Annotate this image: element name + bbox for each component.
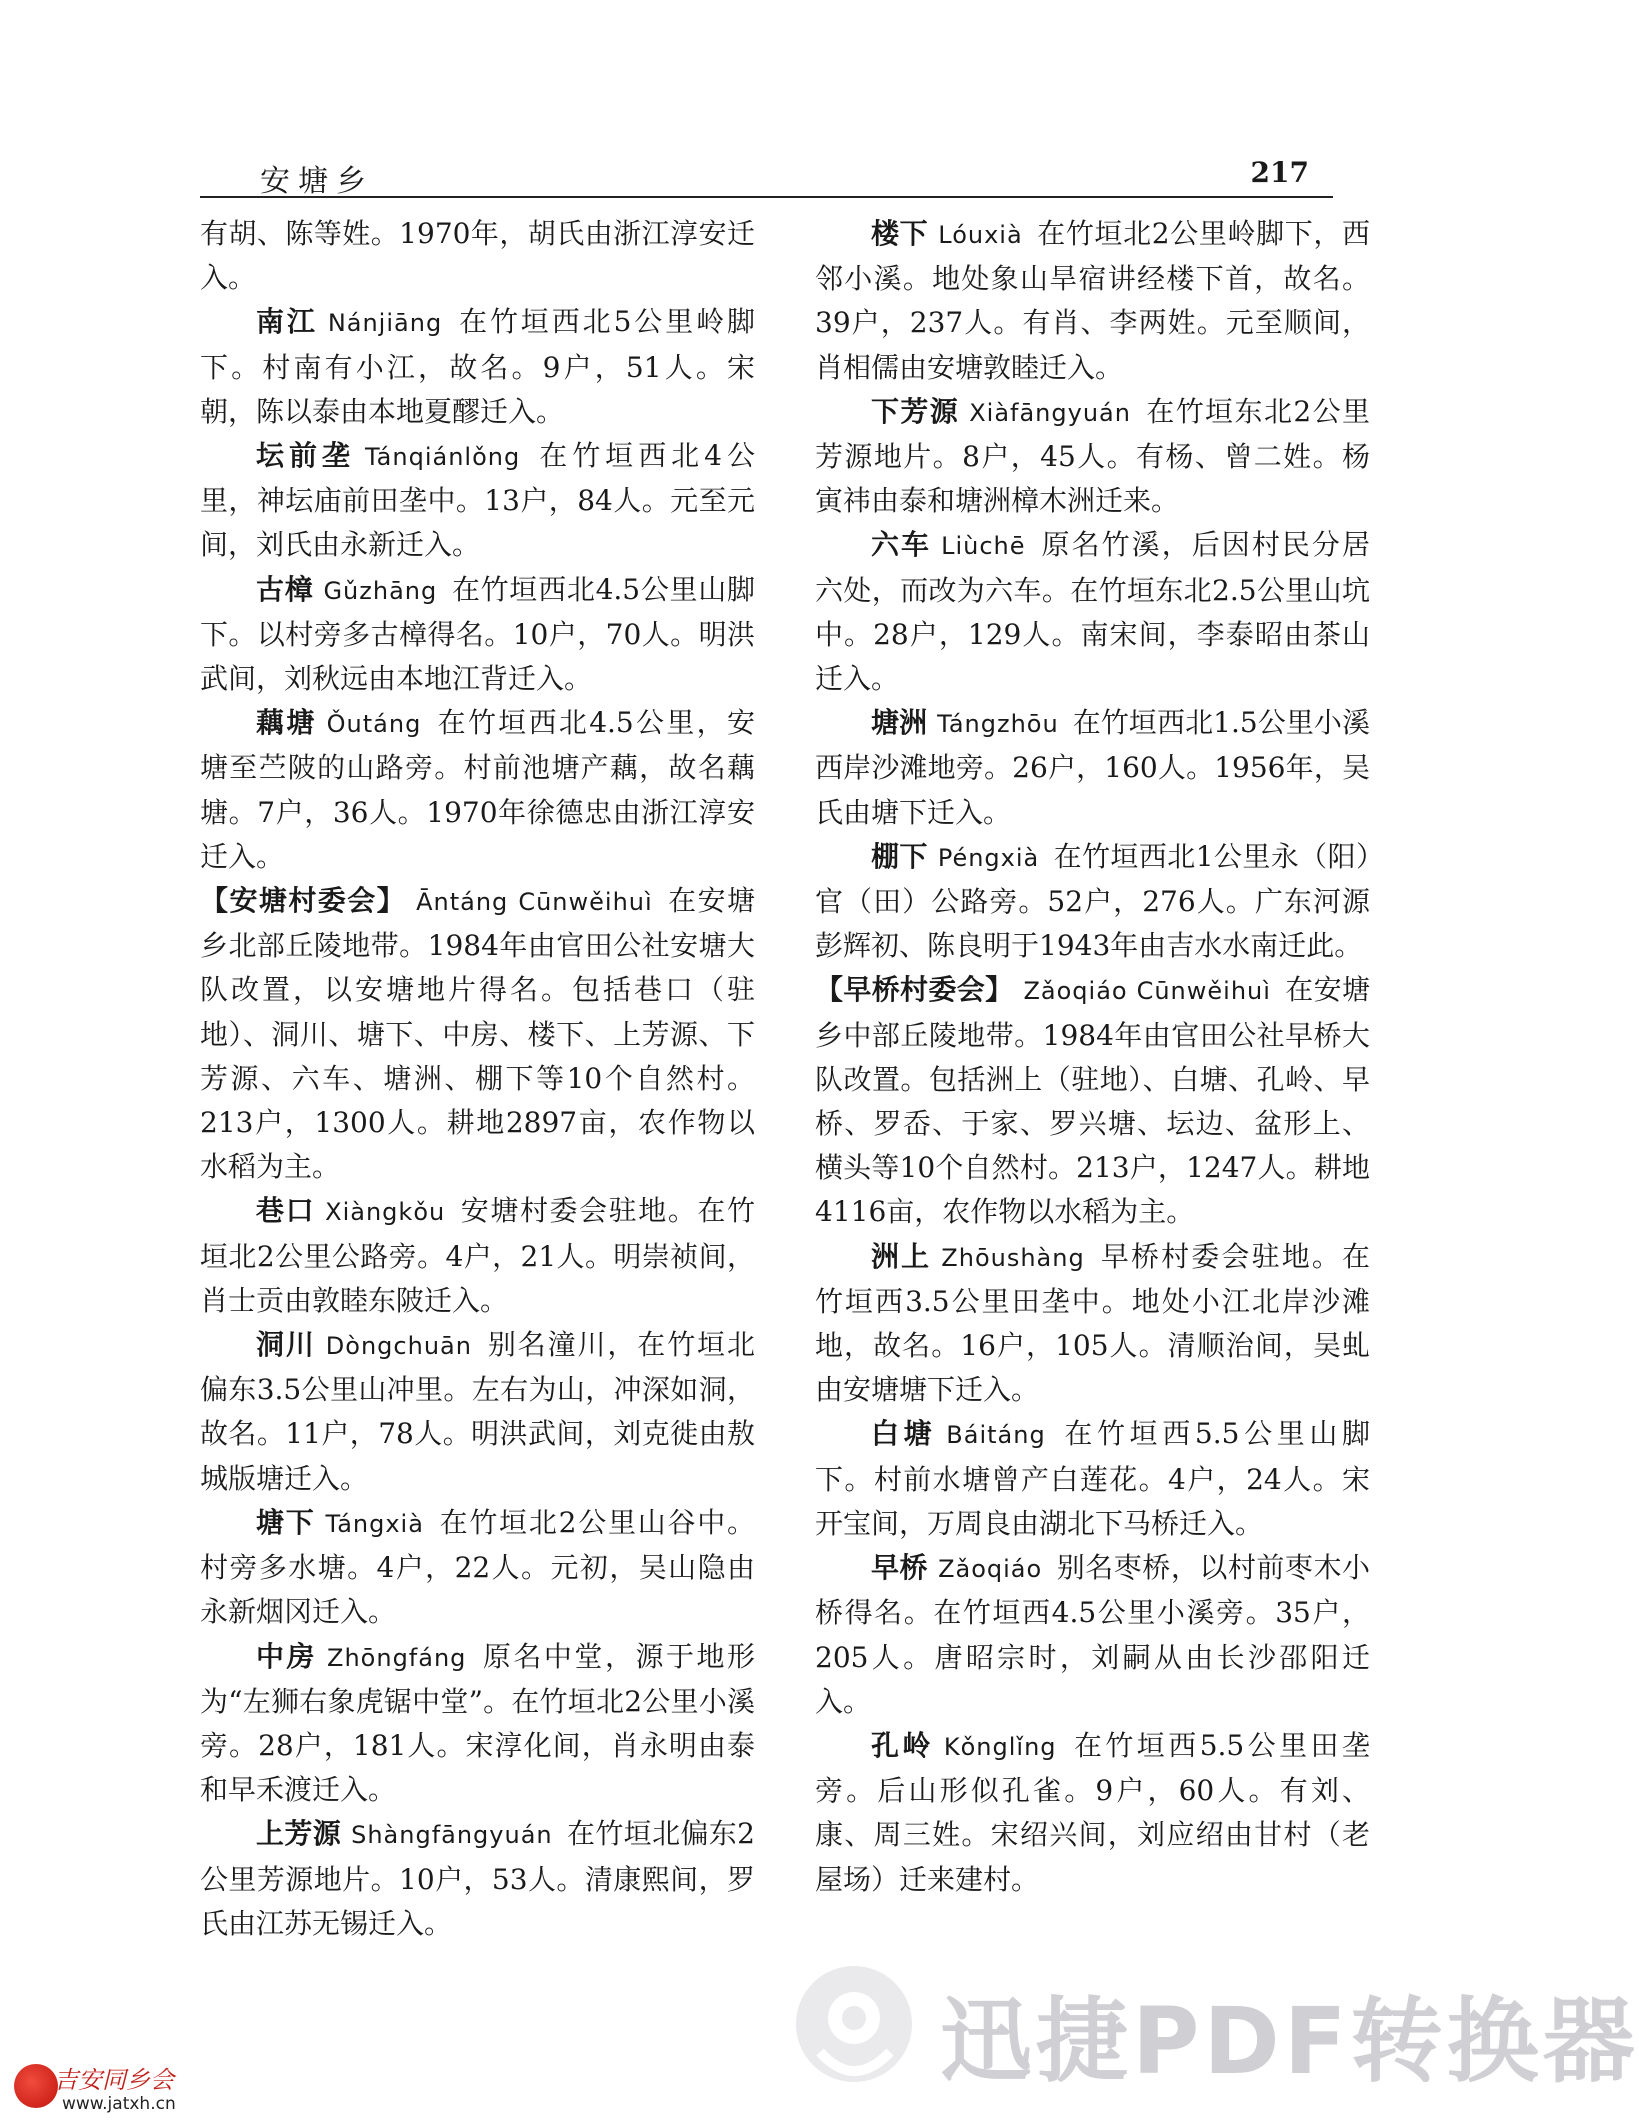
entry-name: 【早桥村委会】 xyxy=(815,973,1014,1007)
village-entry xyxy=(815,1546,1370,1724)
entry-name: 古樟 xyxy=(256,572,314,606)
entry-name: 中房 xyxy=(256,1639,318,1673)
entry-continuation xyxy=(200,212,755,300)
entry-pinyin: Tánqiánlǒng xyxy=(364,443,521,472)
right-column xyxy=(815,212,1370,1902)
entry-pinyin: Nánjiāng xyxy=(327,309,443,338)
entry-text: 在竹垣西5.5公里山脚下。村前水塘曾产白莲花。4户，24人。宋开宝间，万周良由湖北下马桥迁入。 xyxy=(815,1417,1370,1540)
entry-pinyin: Tángxià xyxy=(325,1509,424,1538)
village-entry xyxy=(200,1635,755,1813)
village-entry xyxy=(815,390,1370,524)
entry-pinyin: Dòngchuān xyxy=(325,1332,472,1361)
entry-text: 别名潼川，在竹垣北偏东3.5公里山冲里。左右为山，冲深如洞，故名。11户，78人。明洪武间，刘克徙由敖城版塘迁入。 xyxy=(200,1328,755,1495)
entry-name: 坛前垄 xyxy=(256,439,355,473)
village-entry xyxy=(815,701,1370,835)
entry-pinyin: Xiàngkǒu xyxy=(325,1198,446,1227)
committee-entry xyxy=(815,968,1370,1234)
village-entry xyxy=(815,212,1370,390)
entry-pinyin: Péngxià xyxy=(937,843,1040,872)
entry-text: 在竹垣西北1.5公里小溪西岸沙滩地旁。26户，160人。1956年，吴氏由塘下迁入。 xyxy=(815,706,1370,829)
entry-pinyin: Gǔzhāng xyxy=(323,576,438,605)
committee-entry xyxy=(200,879,755,1189)
entry-pinyin: Báitáng xyxy=(946,1421,1046,1450)
watermark xyxy=(790,1950,1639,2100)
village-entry xyxy=(200,1189,755,1323)
logo-emblem-icon xyxy=(14,2064,58,2108)
entry-pinyin: Zhōngfáng xyxy=(327,1643,467,1672)
entry-pinyin: Tángzhōu xyxy=(937,710,1059,739)
entry-name: 塘洲 xyxy=(871,706,928,740)
section-title: 安塘乡 xyxy=(260,164,374,199)
entry-name: 早桥 xyxy=(871,1551,929,1585)
entry-pinyin: Zǎoqiáo xyxy=(938,1555,1043,1584)
village-entry xyxy=(200,1501,755,1635)
entry-pinyin: Āntáng Cūnwěihuì xyxy=(416,888,653,917)
village-entry xyxy=(815,523,1370,701)
entry-text: 在竹垣北2公里岭脚下，西邻小溪。地处象山旱宿讲经楼下首，故名。39户，237人。有肖、李两姓。元至顺间，肖相儒由安塘敦睦迁入。 xyxy=(815,217,1370,384)
entry-text: 原名中堂，源于地形为“左狮右象虎锯中堂”。在竹垣北2公里小溪旁。28户，181人。宋淳化间，肖永明由泰和早禾渡迁入。 xyxy=(200,1639,755,1807)
entry-text: 原名竹溪，后因村民分居六处，而改为六车。在竹垣东北2.5公里山坑中。28户，129人。南宋间，李泰昭由茶山迁入。 xyxy=(815,528,1370,696)
entry-pinyin: Shàngfāngyuán xyxy=(351,1821,553,1850)
entry-text: 在竹垣西北4.5公里山脚下。以村旁多古樟得名。10户，70人。明洪武间，刘秋远由本地江背迁入。 xyxy=(200,572,755,696)
entry-text: 在竹垣北2公里山谷中。村旁多水塘。4户，22人。元初，吴山隐由永新烟冈迁入。 xyxy=(200,1505,755,1629)
village-entry xyxy=(200,1323,755,1501)
village-entry xyxy=(200,568,755,702)
entry-name: 南江 xyxy=(256,305,318,339)
entry-pinyin: Zhōushàng xyxy=(941,1243,1085,1272)
entry-text: 有胡、陈等姓。1970年，胡氏由浙江淳安迁入。 xyxy=(200,217,755,295)
entry-name: 白塘 xyxy=(871,1417,937,1451)
left-column xyxy=(200,212,755,1946)
village-entry xyxy=(815,1412,1370,1546)
watermark-logo-icon xyxy=(790,1960,918,2088)
entry-text: 在竹垣东北2公里芳源地片。8户，45人。有杨、曾二姓。杨寅祎由泰和塘洲樟木洲迁来。 xyxy=(815,394,1370,518)
village-entry xyxy=(200,434,755,568)
page-number: 217 xyxy=(1250,156,1309,189)
entry-pinyin: Kǒnglǐng xyxy=(943,1732,1057,1761)
entry-text: 在竹垣西5.5公里田垄旁。后山形似孔雀。9户，60人。有刘、康、周三姓。宋绍兴间，刘应绍由甘村（老屋场）迁来建村。 xyxy=(815,1728,1370,1896)
entry-name: 塘下 xyxy=(256,1505,316,1539)
village-entry xyxy=(815,835,1370,969)
entry-pinyin: Zǎoqiáo Cūnwěihuì xyxy=(1023,977,1271,1006)
entry-name: 【安塘村委会】 xyxy=(200,884,407,918)
entry-text: 早桥村委会驻地。在竹垣西3.5公里田垄中。地处小江北岸沙滩地，故名。16户，105人。清顺治间，吴虬由安塘塘下迁入。 xyxy=(815,1239,1370,1407)
entry-name: 洞川 xyxy=(256,1328,316,1362)
village-entry xyxy=(200,1812,755,1946)
watermark-text: 迅捷PDF转换器 xyxy=(940,1988,1639,2095)
entry-name: 洲上 xyxy=(871,1239,932,1273)
entry-text: 在安塘乡中部丘陵地带。1984年由官田公社早桥大队改置。包括洲上（驻地）、白塘、孔岭、早桥、罗岙、于家、罗兴塘、坛边、盆形上、横头等10个自然村。213户，1247人。耕地4116亩，农作物以水稻为主。 xyxy=(815,973,1370,1229)
entry-name: 下芳源 xyxy=(871,394,960,428)
entry-name: 楼下 xyxy=(871,217,929,250)
entry-text: 在安塘乡北部丘陵地带。1984年由官田公社安塘大队改置，以安塘地片得名。包括巷口（驻地）、洞川、塘下、中房、楼下、上芳源、下芳源、六车、塘洲、棚下等10个自然村。213户，1300人。耕地2897亩，农作物以水稻为主。 xyxy=(200,884,755,1184)
village-entry xyxy=(200,701,755,879)
entry-name: 孔岭 xyxy=(871,1728,934,1762)
village-entry xyxy=(815,1235,1370,1413)
entry-pinyin: Lóuxià xyxy=(938,221,1023,249)
entry-text: 在竹垣西北4公里，神坛庙前田垄中。13户，84人。元至元间，刘氏由永新迁入。 xyxy=(200,439,755,562)
logo-url: www.jatxh.cn xyxy=(62,2094,176,2114)
entry-pinyin: Ǒutáng xyxy=(326,710,422,739)
entry-pinyin: Xiàfāngyuán xyxy=(969,398,1131,427)
entry-name: 棚下 xyxy=(871,839,928,873)
entry-text: 在竹垣西北5公里岭脚下。村南有小江，故名。9户，51人。宋朝，陈以泰由本地夏醪迁入。 xyxy=(200,305,755,428)
village-entry xyxy=(200,300,755,434)
entry-name: 藕塘 xyxy=(256,706,317,740)
entry-text: 在竹垣西北4.5公里，安塘至苎陂的山路旁。村前池塘产藕，故名藕塘。7户，36人。1970年徐德忠由浙江淳安迁入。 xyxy=(200,706,755,873)
site-logo xyxy=(2,2060,182,2120)
entry-text: 在竹垣西北1公里永（阳）官（田）公路旁。52户，276人。广东河源彭辉初、陈良明于1943年由吉水水南迁此。 xyxy=(815,839,1370,963)
logo-name: 吉安同乡会 xyxy=(54,2066,174,2094)
page-header xyxy=(200,150,1333,198)
entry-pinyin: Liùchē xyxy=(941,532,1026,561)
entry-text: 安塘村委会驻地。在竹垣北2公里公路旁。4户，21人。明崇祯间，肖士贡由敦睦东陂迁入。 xyxy=(200,1194,755,1317)
entry-text: 在竹垣北偏东2公里芳源地片。10户，53人。清康熙间，罗氏由江苏无锡迁入。 xyxy=(200,1817,755,1940)
entry-name: 上芳源 xyxy=(256,1817,342,1851)
entry-name: 巷口 xyxy=(256,1194,316,1228)
entry-text: 别名枣桥，以村前枣木小桥得名。在竹垣西4.5公里小溪旁。35户，205人。唐昭宗时，刘嗣从由长沙邵阳迁入。 xyxy=(815,1551,1370,1718)
entry-name: 六车 xyxy=(871,528,932,562)
village-entry xyxy=(815,1724,1370,1902)
